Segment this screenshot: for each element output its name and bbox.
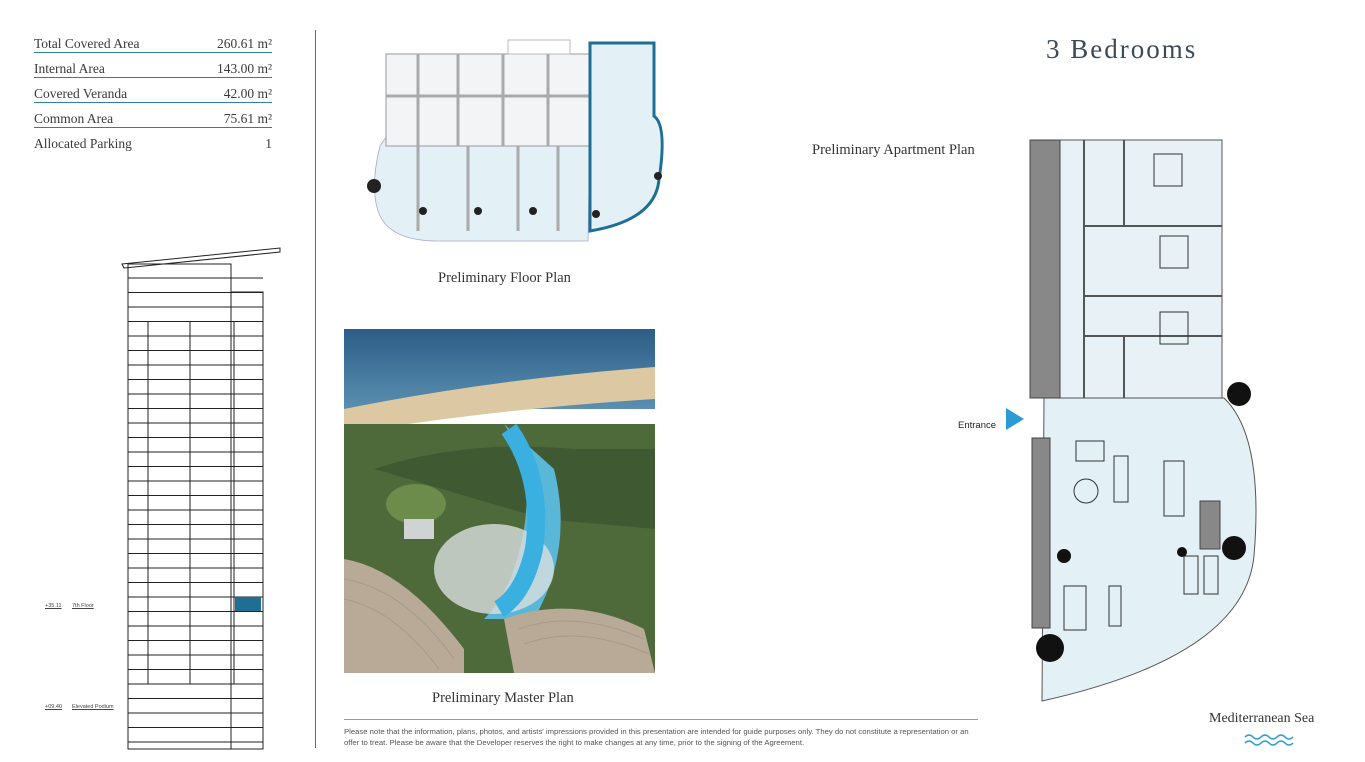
spec-value: 143.00 m² [216,61,272,76]
spec-label: Covered Veranda [34,86,128,101]
spec-label: Total Covered Area [34,36,140,51]
master-plan-caption: Preliminary Master Plan [432,690,574,706]
apartment-plan [1024,136,1264,706]
floor-name-label: 7th Floor [72,603,94,609]
floor-plan [358,36,668,244]
spec-label: Internal Area [34,61,105,76]
highlighted-floor [235,597,261,611]
master-plan-image [344,329,655,673]
spec-value: 75.61 m² [223,111,272,126]
building-elevation [118,244,288,752]
podium-level-label: +09.40 [45,704,62,710]
spec-row [34,105,272,128]
apartment-plan-caption: Preliminary Apartment Plan [812,142,975,158]
spec-label: Allocated Parking [34,136,132,151]
spec-row [34,55,272,78]
podium-name-label: Elevated Podium [72,704,114,710]
spec-value: 42.00 m² [223,86,272,101]
spec-row [34,30,272,53]
floor-plan-caption: Preliminary Floor Plan [438,270,571,286]
waves-icon [1244,733,1296,747]
entrance-arrow-icon [1006,408,1026,430]
page-title: 3 Bedrooms [1046,34,1198,64]
divider-line [315,30,316,748]
spec-value: 260.61 m² [216,36,272,51]
disclaimer-divider [344,719,978,720]
disclaimer-text: Please note that the information, plans, photos, and artists' impressions provided in this presentation are intended for guide purposes only. They do not constitute a representation or an offer to treat. Please be aware that the Developer reserves the right to make changes at any time, prior to the signing of the Agreement. [344,727,969,747]
entrance-label: Entrance [958,420,997,431]
floor-level-label: +35.11 [45,603,62,609]
sea-label: Mediterranean Sea [1209,711,1315,726]
spec-label: Common Area [34,111,114,126]
spec-row [34,80,272,103]
spec-value: 1 [265,136,272,151]
specs-table [34,30,272,154]
spec-row [34,130,272,152]
